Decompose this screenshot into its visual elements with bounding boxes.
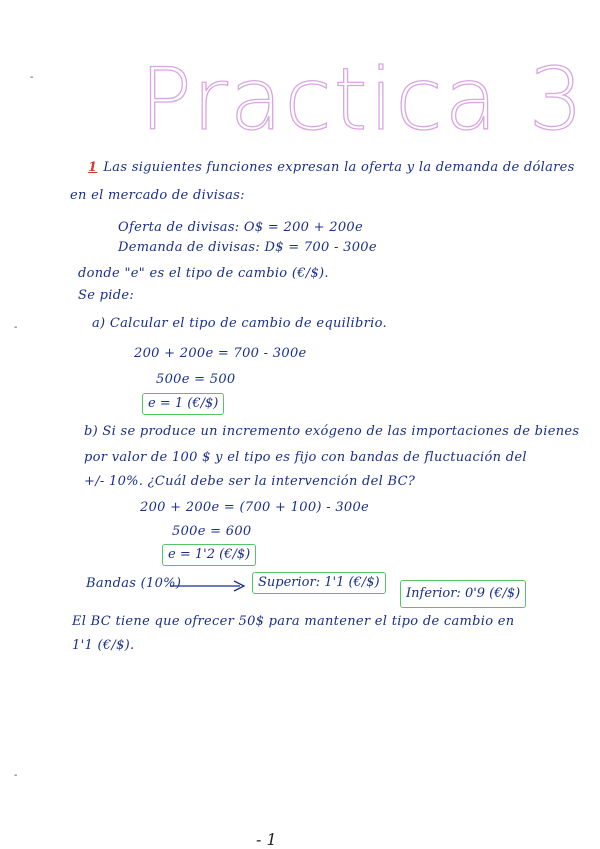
question-b-line-2: por valor de 100 $ y el tipo es fijo con bandas de fluctuación del: [84, 450, 527, 465]
question-b-line-1: b) Si se produce un incremento exógeno de las importaciones de bienes: [84, 424, 580, 439]
b-equation-1: 200 + 200e = (700 + 100) - 300e: [140, 500, 370, 515]
arrow-right-icon: [170, 580, 248, 592]
margin-tick: -: [14, 322, 18, 333]
a-equation-2: 500e = 500: [156, 372, 236, 387]
inferior-band-box: Inferior: 0'9 (€/$): [400, 580, 526, 608]
problem-number: 1: [88, 160, 98, 175]
page-number: - 1: [256, 830, 277, 849]
conclusion-line-1: El BC tiene que ofrecer 50$ para mantener el tipo de cambio en: [72, 614, 515, 629]
margin-tick: -: [14, 770, 18, 781]
superior-band-box: Superior: 1'1 (€/$): [252, 572, 386, 594]
margin-tick: -: [30, 72, 34, 83]
a-equation-1: 200 + 200e = 700 - 300e: [134, 346, 307, 361]
bandas-label: Bandas (10%): [86, 576, 182, 591]
intro-line-1: [88, 160, 575, 175]
donde-line: donde "e" es el tipo de cambio (€/$).: [78, 266, 329, 281]
question-a: a) Calcular el tipo de cambio de equilibrio.: [92, 316, 387, 331]
intro-text: Las siguientes funciones expresan la oferta y la demanda de dólares: [103, 160, 575, 175]
se-pide: Se pide:: [78, 288, 135, 303]
demanda-equation: Demanda de divisas: D$ = 700 - 300e: [118, 240, 377, 255]
intro-line-2: en el mercado de divisas:: [70, 188, 245, 203]
b-equation-2: 500e = 600: [172, 524, 252, 539]
oferta-equation: Oferta de divisas: O$ = 200 + 200e: [118, 220, 363, 235]
b-result-box: e = 1'2 (€/$): [162, 544, 256, 566]
question-b-line-3: +/- 10%. ¿Cuál debe ser la intervención del BC?: [84, 474, 416, 489]
page-title: Practica 3: [140, 50, 586, 150]
a-result-box: e = 1 (€/$): [142, 393, 224, 415]
conclusion-line-2: 1'1 (€/$).: [72, 638, 135, 653]
